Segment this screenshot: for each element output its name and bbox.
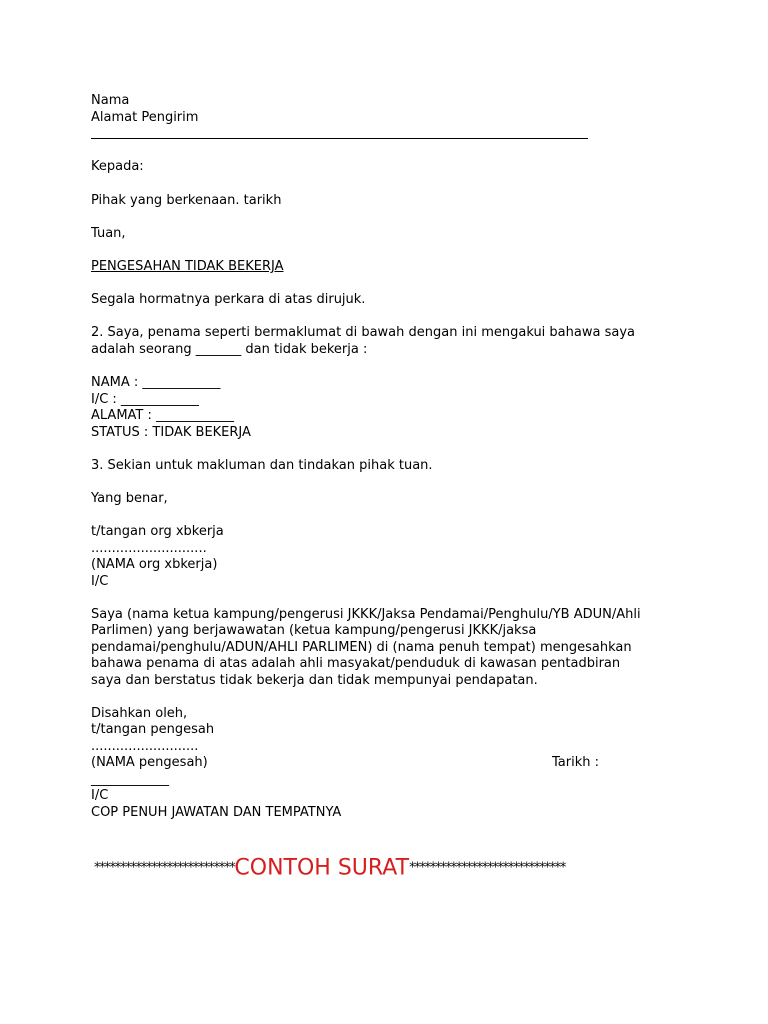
recipient-label: Kepada: bbox=[91, 159, 144, 174]
signature-name: (NAMA org xbkerja) bbox=[91, 557, 218, 572]
paragraph-1: Segala hormatnya perkara di atas dirujuk. bbox=[91, 292, 366, 307]
salutation: Tuan, bbox=[91, 226, 126, 241]
detail-ic: I/C : ____________ bbox=[91, 392, 199, 407]
sender-divider bbox=[91, 138, 588, 139]
sender-address: Alamat Pengirim bbox=[91, 110, 199, 125]
certifier-blank: ____________ bbox=[91, 772, 169, 787]
endorsement-line-4: bahawa penama di atas adalah ahli masyakat/penduduk di kawasan pentadbiran bbox=[91, 656, 621, 671]
paragraph-2-line-2: adalah seorang _______ dan tidak bekerja : bbox=[91, 342, 368, 357]
stars-right: ****************************** bbox=[409, 860, 566, 876]
closing: Yang benar, bbox=[91, 491, 168, 506]
sender-name: Nama bbox=[91, 93, 130, 108]
certifier-dots: .......................... bbox=[91, 739, 199, 754]
stars-left: *************************** bbox=[94, 860, 235, 876]
certifier-name: (NAMA pengesah) bbox=[91, 755, 208, 770]
certifier-sign: t/tangan pengesah bbox=[91, 722, 215, 737]
detail-alamat: ALAMAT : ____________ bbox=[91, 408, 235, 423]
subject-heading: PENGESAHAN TIDAK BEKERJA bbox=[91, 259, 284, 274]
sample-letter-title: CONTOH SURAT bbox=[234, 855, 410, 881]
recipient-party: Pihak yang berkenaan. tarikh bbox=[91, 193, 282, 208]
certifier-label: Disahkan oleh, bbox=[91, 706, 188, 721]
date-label: Tarikh : bbox=[552, 755, 599, 770]
detail-nama: NAMA : ____________ bbox=[91, 375, 221, 390]
endorsement-line-3: pendamai/penghulu/ADUN/AHLI PARLIMEN) di (nama penuh tempat) mengesahkan bbox=[91, 640, 632, 655]
paragraph-3: 3. Sekian untuk makluman dan tindakan pihak tuan. bbox=[91, 458, 433, 473]
endorsement-line-2: Parlimen) yang berjawawatan (ketua kampung/pengerusi JKKK/jaksa bbox=[91, 623, 537, 638]
signature-label: t/tangan org xbkerja bbox=[91, 524, 224, 539]
paragraph-2-line-1: 2. Saya, penama seperti bermaklumat di bawah dengan ini mengakui bahawa saya bbox=[91, 325, 635, 340]
endorsement-line-1: Saya (nama ketua kampung/pengerusi JKKK/Jaksa Pendamai/Penghulu/YB ADUN/Ahli bbox=[91, 607, 641, 622]
endorsement-line-5: saya dan berstatus tidak bekerja dan tidak mempunyai pendapatan. bbox=[91, 673, 538, 688]
sample-letter-banner bbox=[94, 853, 565, 884]
certifier-stamp: COP PENUH JAWATAN DAN TEMPATNYA bbox=[91, 805, 342, 820]
detail-status: STATUS : TIDAK BEKERJA bbox=[91, 425, 251, 440]
certifier-ic: I/C bbox=[91, 788, 109, 803]
signature-dots: ............................ bbox=[91, 541, 207, 556]
signature-ic: I/C bbox=[91, 574, 109, 589]
